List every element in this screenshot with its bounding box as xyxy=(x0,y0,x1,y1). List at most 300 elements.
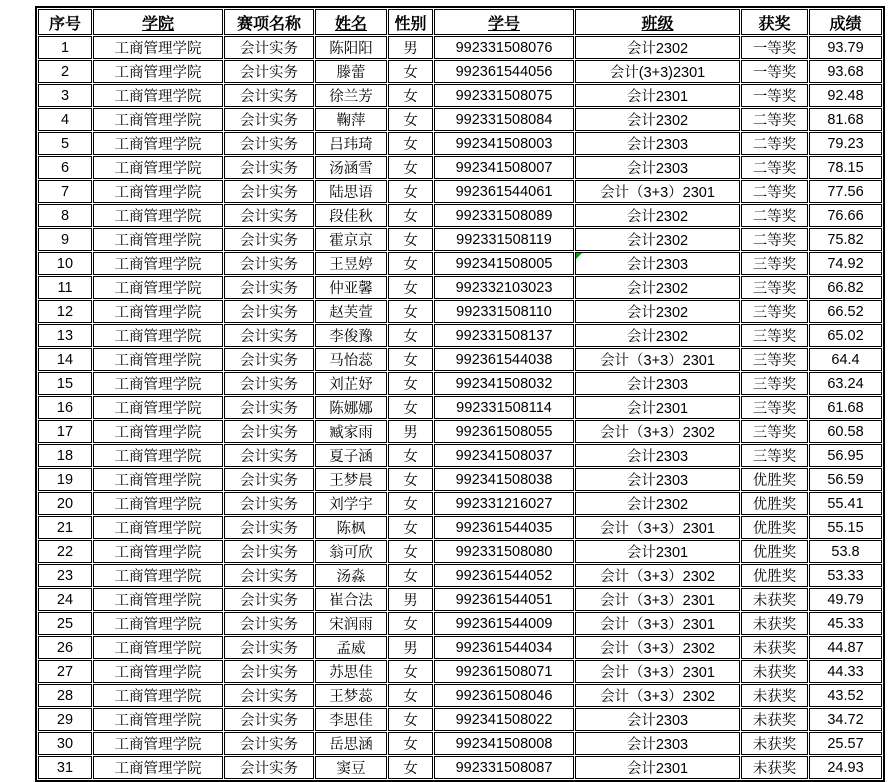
cell-gender[interactable]: 女 xyxy=(388,492,433,515)
cell-college[interactable]: 工商管理学院 xyxy=(93,564,223,587)
cell-score[interactable]: 78.15 xyxy=(809,156,882,179)
cell-name[interactable]: 刘芷妤 xyxy=(315,372,387,395)
cell-college[interactable]: 工商管理学院 xyxy=(93,204,223,227)
cell-name[interactable]: 段佳秋 xyxy=(315,204,387,227)
cell-event[interactable]: 会计实务 xyxy=(224,612,314,635)
cell-award[interactable]: 未获奖 xyxy=(741,684,808,707)
cell-score[interactable]: 76.66 xyxy=(809,204,882,227)
cell-class[interactable]: 会计（3+3）2301 xyxy=(575,588,740,611)
cell-name[interactable]: 苏思佳 xyxy=(315,660,387,683)
cell-index[interactable]: 31 xyxy=(38,756,92,779)
cell-event[interactable]: 会计实务 xyxy=(224,132,314,155)
cell-score[interactable]: 74.92 xyxy=(809,252,882,275)
cell-college[interactable]: 工商管理学院 xyxy=(93,444,223,467)
cell-student-id[interactable]: 992361544051 xyxy=(434,588,574,611)
cell-class[interactable]: 会计2302 xyxy=(575,324,740,347)
cell-student-id[interactable]: 992341508005 xyxy=(434,252,574,275)
table-row xyxy=(38,636,882,659)
cell-student-id[interactable]: 992331508076 xyxy=(434,36,574,59)
cell-student-id[interactable]: 992341508032 xyxy=(434,372,574,395)
cell-college[interactable]: 工商管理学院 xyxy=(93,684,223,707)
table-row xyxy=(38,492,882,515)
cell-event[interactable]: 会计实务 xyxy=(224,180,314,203)
cell-class[interactable]: 会计2303 xyxy=(575,156,740,179)
cell-score[interactable]: 66.52 xyxy=(809,300,882,323)
cell-award[interactable]: 未获奖 xyxy=(741,588,808,611)
cell-award[interactable]: 未获奖 xyxy=(741,756,808,779)
cell-award[interactable]: 三等奖 xyxy=(741,348,808,371)
cell-event[interactable]: 会计实务 xyxy=(224,420,314,443)
cell-student-id[interactable]: 992361544034 xyxy=(434,636,574,659)
cell-index[interactable]: 15 xyxy=(38,372,92,395)
cell-event[interactable]: 会计实务 xyxy=(224,204,314,227)
cell-event[interactable]: 会计实务 xyxy=(224,444,314,467)
cell-index[interactable]: 9 xyxy=(38,228,92,251)
cell-college[interactable]: 工商管理学院 xyxy=(93,588,223,611)
cell-college[interactable]: 工商管理学院 xyxy=(93,660,223,683)
cell-award[interactable]: 二等奖 xyxy=(741,156,808,179)
cell-gender[interactable]: 女 xyxy=(388,84,433,107)
cell-gender[interactable]: 女 xyxy=(388,708,433,731)
cell-gender[interactable]: 女 xyxy=(388,444,433,467)
cell-score[interactable]: 53.33 xyxy=(809,564,882,587)
cell-college[interactable]: 工商管理学院 xyxy=(93,708,223,731)
cell-class[interactable]: 会计2301 xyxy=(575,540,740,563)
cell-award[interactable]: 未获奖 xyxy=(741,660,808,683)
cell-college[interactable]: 工商管理学院 xyxy=(93,540,223,563)
cell-student-id[interactable]: 992331508080 xyxy=(434,540,574,563)
cell-index[interactable]: 19 xyxy=(38,468,92,491)
table-row xyxy=(38,396,882,419)
cell-class[interactable]: 会计2301 xyxy=(575,396,740,419)
cell-student-id[interactable]: 992361508055 xyxy=(434,420,574,443)
column-header-index[interactable]: 序号 xyxy=(38,9,92,35)
cell-gender[interactable]: 女 xyxy=(388,108,433,131)
cell-class[interactable]: 会计（3+3）2302 xyxy=(575,420,740,443)
cell-gender[interactable]: 女 xyxy=(388,732,433,755)
cell-index[interactable]: 30 xyxy=(38,732,92,755)
cell-name[interactable]: 孟威 xyxy=(315,636,387,659)
results-table-container xyxy=(35,6,885,782)
cell-class[interactable]: 会计2303 xyxy=(575,372,740,395)
cell-event[interactable]: 会计实务 xyxy=(224,228,314,251)
cell-award[interactable]: 三等奖 xyxy=(741,420,808,443)
cell-college[interactable]: 工商管理学院 xyxy=(93,492,223,515)
cell-college[interactable]: 工商管理学院 xyxy=(93,228,223,251)
cell-award[interactable]: 未获奖 xyxy=(741,612,808,635)
cell-college[interactable]: 工商管理学院 xyxy=(93,132,223,155)
cell-gender[interactable]: 女 xyxy=(388,612,433,635)
cell-event[interactable]: 会计实务 xyxy=(224,492,314,515)
cell-award[interactable]: 一等奖 xyxy=(741,36,808,59)
cell-event[interactable]: 会计实务 xyxy=(224,732,314,755)
cell-student-id[interactable]: 992361508071 xyxy=(434,660,574,683)
cell-score[interactable]: 60.58 xyxy=(809,420,882,443)
cell-award[interactable]: 二等奖 xyxy=(741,132,808,155)
cell-award[interactable]: 优胜奖 xyxy=(741,492,808,515)
cell-name[interactable]: 刘学宇 xyxy=(315,492,387,515)
cell-name[interactable]: 岳思涵 xyxy=(315,732,387,755)
cell-college[interactable]: 工商管理学院 xyxy=(93,348,223,371)
cell-score[interactable]: 43.52 xyxy=(809,684,882,707)
cell-class[interactable]: 会计（3+3）2301 xyxy=(575,516,740,539)
cell-college[interactable]: 工商管理学院 xyxy=(93,372,223,395)
cell-class[interactable]: 会计（3+3）2301 xyxy=(575,660,740,683)
cell-student-id[interactable]: 992331508075 xyxy=(434,84,574,107)
cell-student-id[interactable]: 992341508003 xyxy=(434,132,574,155)
cell-gender[interactable]: 女 xyxy=(388,516,433,539)
cell-student-id[interactable]: 992331508137 xyxy=(434,324,574,347)
cell-college[interactable]: 工商管理学院 xyxy=(93,420,223,443)
cell-event[interactable]: 会计实务 xyxy=(224,684,314,707)
cell-index[interactable]: 16 xyxy=(38,396,92,419)
cell-college[interactable]: 工商管理学院 xyxy=(93,732,223,755)
cell-award[interactable]: 未获奖 xyxy=(741,732,808,755)
cell-name[interactable]: 吕玮琦 xyxy=(315,132,387,155)
cell-award[interactable]: 未获奖 xyxy=(741,708,808,731)
cell-gender[interactable]: 女 xyxy=(388,228,433,251)
cell-student-id[interactable]: 992332103023 xyxy=(434,276,574,299)
cell-award[interactable]: 三等奖 xyxy=(741,300,808,323)
cell-name[interactable]: 夏子涵 xyxy=(315,444,387,467)
cell-award[interactable]: 三等奖 xyxy=(741,276,808,299)
cell-gender[interactable]: 女 xyxy=(388,204,433,227)
cell-college[interactable]: 工商管理学院 xyxy=(93,324,223,347)
cell-award[interactable]: 优胜奖 xyxy=(741,540,808,563)
cell-class[interactable]: 会计（3+3）2302 xyxy=(575,684,740,707)
cell-college[interactable]: 工商管理学院 xyxy=(93,516,223,539)
cell-class[interactable]: 会计2303 xyxy=(575,252,740,275)
cell-class[interactable]: 会计2303 xyxy=(575,732,740,755)
cell-index[interactable]: 29 xyxy=(38,708,92,731)
cell-index[interactable]: 13 xyxy=(38,324,92,347)
cell-index[interactable]: 21 xyxy=(38,516,92,539)
cell-class[interactable]: 会计2302 xyxy=(575,300,740,323)
cell-index[interactable]: 11 xyxy=(38,276,92,299)
cell-index[interactable]: 2 xyxy=(38,60,92,83)
cell-index[interactable]: 10 xyxy=(38,252,92,275)
cell-college[interactable]: 工商管理学院 xyxy=(93,756,223,779)
cell-award[interactable]: 三等奖 xyxy=(741,396,808,419)
cell-award[interactable]: 三等奖 xyxy=(741,372,808,395)
cell-student-id[interactable]: 992341508022 xyxy=(434,708,574,731)
cell-class[interactable]: 会计2302 xyxy=(575,492,740,515)
cell-class[interactable]: 会计2303 xyxy=(575,708,740,731)
cell-class[interactable]: 会计2302 xyxy=(575,228,740,251)
cell-award[interactable]: 二等奖 xyxy=(741,204,808,227)
cell-name[interactable]: 陈娜娜 xyxy=(315,396,387,419)
cell-score[interactable]: 55.15 xyxy=(809,516,882,539)
cell-name[interactable]: 陈阳阳 xyxy=(315,36,387,59)
cell-college[interactable]: 工商管理学院 xyxy=(93,252,223,275)
cell-index[interactable]: 4 xyxy=(38,108,92,131)
cell-award[interactable]: 二等奖 xyxy=(741,228,808,251)
cell-score[interactable]: 92.48 xyxy=(809,84,882,107)
cell-student-id[interactable]: 992361508046 xyxy=(434,684,574,707)
cell-name[interactable]: 王梦晨 xyxy=(315,468,387,491)
cell-name[interactable]: 翁可欣 xyxy=(315,540,387,563)
cell-gender[interactable]: 女 xyxy=(388,156,433,179)
cell-index[interactable]: 3 xyxy=(38,84,92,107)
cell-index[interactable]: 6 xyxy=(38,156,92,179)
cell-college[interactable]: 工商管理学院 xyxy=(93,84,223,107)
cell-student-id[interactable]: 992331508089 xyxy=(434,204,574,227)
cell-name[interactable]: 陈枫 xyxy=(315,516,387,539)
cell-index[interactable]: 28 xyxy=(38,684,92,707)
cell-name[interactable]: 臧家雨 xyxy=(315,420,387,443)
cell-name[interactable]: 李俊豫 xyxy=(315,324,387,347)
cell-event[interactable]: 会计实务 xyxy=(224,36,314,59)
cell-event[interactable]: 会计实务 xyxy=(224,276,314,299)
cell-gender[interactable]: 女 xyxy=(388,252,433,275)
cell-score[interactable]: 44.33 xyxy=(809,660,882,683)
cell-index[interactable]: 27 xyxy=(38,660,92,683)
cell-gender[interactable]: 女 xyxy=(388,756,433,779)
cell-event[interactable]: 会计实务 xyxy=(224,300,314,323)
cell-score[interactable]: 56.95 xyxy=(809,444,882,467)
cell-student-id[interactable]: 992331508110 xyxy=(434,300,574,323)
cell-class[interactable]: 会计2302 xyxy=(575,276,740,299)
cell-name[interactable]: 宋润雨 xyxy=(315,612,387,635)
cell-name[interactable]: 霍京京 xyxy=(315,228,387,251)
cell-name[interactable]: 马怡蕊 xyxy=(315,348,387,371)
cell-award[interactable]: 三等奖 xyxy=(741,444,808,467)
cell-score[interactable]: 56.59 xyxy=(809,468,882,491)
table-row xyxy=(38,84,882,107)
cell-class[interactable]: 会计2302 xyxy=(575,108,740,131)
cell-index[interactable]: 12 xyxy=(38,300,92,323)
cell-class[interactable]: 会计2302 xyxy=(575,36,740,59)
cell-event[interactable]: 会计实务 xyxy=(224,324,314,347)
cell-college[interactable]: 工商管理学院 xyxy=(93,180,223,203)
cell-event[interactable]: 会计实务 xyxy=(224,108,314,131)
cell-event[interactable]: 会计实务 xyxy=(224,84,314,107)
cell-name[interactable]: 王梦蕊 xyxy=(315,684,387,707)
cell-class[interactable]: 会计（3+3）2301 xyxy=(575,612,740,635)
cell-award[interactable]: 二等奖 xyxy=(741,108,808,131)
cell-name[interactable]: 汤淼 xyxy=(315,564,387,587)
cell-college[interactable]: 工商管理学院 xyxy=(93,468,223,491)
cell-award[interactable]: 优胜奖 xyxy=(741,468,808,491)
cell-score[interactable]: 55.41 xyxy=(809,492,882,515)
cell-name[interactable]: 鞠萍 xyxy=(315,108,387,131)
table-row xyxy=(38,444,882,467)
cell-score[interactable]: 24.93 xyxy=(809,756,882,779)
cell-name[interactable]: 崔合法 xyxy=(315,588,387,611)
cell-student-id[interactable]: 992341508007 xyxy=(434,156,574,179)
cell-class[interactable]: 会计（3+3）2302 xyxy=(575,636,740,659)
cell-index[interactable]: 24 xyxy=(38,588,92,611)
cell-name[interactable]: 仲亚馨 xyxy=(315,276,387,299)
cell-score[interactable]: 49.79 xyxy=(809,588,882,611)
cell-score[interactable]: 61.68 xyxy=(809,396,882,419)
cell-score[interactable]: 93.68 xyxy=(809,60,882,83)
cell-award[interactable]: 未获奖 xyxy=(741,636,808,659)
table-row xyxy=(38,612,882,635)
cell-event[interactable]: 会计实务 xyxy=(224,468,314,491)
cell-student-id[interactable]: 992331508084 xyxy=(434,108,574,131)
column-header-name[interactable]: 姓名 xyxy=(315,9,387,35)
cell-score[interactable]: 63.24 xyxy=(809,372,882,395)
column-header-score[interactable]: 成绩 xyxy=(809,9,882,35)
cell-student-id[interactable]: 992361544056 xyxy=(434,60,574,83)
cell-student-id[interactable]: 992341508037 xyxy=(434,444,574,467)
cell-award[interactable]: 优胜奖 xyxy=(741,516,808,539)
cell-college[interactable]: 工商管理学院 xyxy=(93,396,223,419)
cell-index[interactable]: 18 xyxy=(38,444,92,467)
cell-award[interactable]: 一等奖 xyxy=(741,60,808,83)
cell-index[interactable]: 26 xyxy=(38,636,92,659)
cell-event[interactable]: 会计实务 xyxy=(224,396,314,419)
cell-score[interactable]: 79.23 xyxy=(809,132,882,155)
cell-index[interactable]: 5 xyxy=(38,132,92,155)
cell-score[interactable]: 64.4 xyxy=(809,348,882,371)
cell-student-id[interactable]: 992331216027 xyxy=(434,492,574,515)
cell-gender[interactable]: 女 xyxy=(388,468,433,491)
cell-award[interactable]: 一等奖 xyxy=(741,84,808,107)
cell-student-id[interactable]: 992361544038 xyxy=(434,348,574,371)
cell-award[interactable]: 优胜奖 xyxy=(741,564,808,587)
cell-student-id[interactable]: 992331508114 xyxy=(434,396,574,419)
cell-gender[interactable]: 女 xyxy=(388,396,433,419)
cell-name[interactable]: 赵芙萱 xyxy=(315,300,387,323)
cell-college[interactable]: 工商管理学院 xyxy=(93,612,223,635)
cell-event[interactable]: 会计实务 xyxy=(224,660,314,683)
cell-gender[interactable]: 女 xyxy=(388,684,433,707)
cell-college[interactable]: 工商管理学院 xyxy=(93,636,223,659)
cell-class[interactable]: 会计(3+3)2301 xyxy=(575,60,740,83)
cell-event[interactable]: 会计实务 xyxy=(224,348,314,371)
cell-gender[interactable]: 女 xyxy=(388,180,433,203)
cell-score[interactable]: 66.82 xyxy=(809,276,882,299)
cell-name[interactable]: 徐兰芳 xyxy=(315,84,387,107)
cell-score[interactable]: 45.33 xyxy=(809,612,882,635)
cell-gender[interactable]: 女 xyxy=(388,564,433,587)
cell-event[interactable]: 会计实务 xyxy=(224,516,314,539)
cell-event[interactable]: 会计实务 xyxy=(224,252,314,275)
column-header-gender[interactable]: 性别 xyxy=(388,9,433,35)
cell-score[interactable]: 65.02 xyxy=(809,324,882,347)
cell-event[interactable]: 会计实务 xyxy=(224,708,314,731)
cell-score[interactable]: 25.57 xyxy=(809,732,882,755)
cell-score[interactable]: 44.87 xyxy=(809,636,882,659)
cell-score[interactable]: 93.79 xyxy=(809,36,882,59)
cell-gender[interactable]: 女 xyxy=(388,300,433,323)
cell-award[interactable]: 二等奖 xyxy=(741,180,808,203)
cell-event[interactable]: 会计实务 xyxy=(224,156,314,179)
cell-index[interactable]: 20 xyxy=(38,492,92,515)
cell-college[interactable]: 工商管理学院 xyxy=(93,300,223,323)
column-header-college[interactable]: 学院 xyxy=(93,9,223,35)
cell-gender[interactable]: 女 xyxy=(388,348,433,371)
cell-college[interactable]: 工商管理学院 xyxy=(93,60,223,83)
cell-gender[interactable]: 女 xyxy=(388,60,433,83)
cell-gender[interactable]: 女 xyxy=(388,132,433,155)
cell-score[interactable]: 75.82 xyxy=(809,228,882,251)
cell-index[interactable]: 25 xyxy=(38,612,92,635)
cell-class[interactable]: 会计2301 xyxy=(575,84,740,107)
cell-student-id[interactable]: 992361544061 xyxy=(434,180,574,203)
cell-index[interactable]: 17 xyxy=(38,420,92,443)
cell-student-id[interactable]: 992331508119 xyxy=(434,228,574,251)
cell-student-id[interactable]: 992361544035 xyxy=(434,516,574,539)
cell-event[interactable]: 会计实务 xyxy=(224,588,314,611)
table-row xyxy=(38,684,882,707)
cell-event[interactable]: 会计实务 xyxy=(224,756,314,779)
cell-score[interactable]: 77.56 xyxy=(809,180,882,203)
table-row xyxy=(38,588,882,611)
cell-gender[interactable]: 男 xyxy=(388,588,433,611)
cell-class[interactable]: 会计2303 xyxy=(575,444,740,467)
cell-name[interactable]: 窦豆 xyxy=(315,756,387,779)
column-header-award[interactable]: 获奖 xyxy=(741,9,808,35)
column-header-class[interactable]: 班级 xyxy=(575,9,740,35)
cell-class[interactable]: 会计（3+3）2302 xyxy=(575,564,740,587)
cell-gender[interactable]: 女 xyxy=(388,324,433,347)
cell-index[interactable]: 23 xyxy=(38,564,92,587)
cell-index[interactable]: 8 xyxy=(38,204,92,227)
cell-gender[interactable]: 女 xyxy=(388,372,433,395)
cell-student-id[interactable]: 992341508008 xyxy=(434,732,574,755)
cell-student-id[interactable]: 992361544009 xyxy=(434,612,574,635)
cell-name[interactable]: 滕蕾 xyxy=(315,60,387,83)
cell-class[interactable]: 会计（3+3）2301 xyxy=(575,348,740,371)
cell-score[interactable]: 81.68 xyxy=(809,108,882,131)
cell-class[interactable]: 会计2302 xyxy=(575,204,740,227)
cell-event[interactable]: 会计实务 xyxy=(224,372,314,395)
cell-name[interactable]: 汤涵雪 xyxy=(315,156,387,179)
cell-event[interactable]: 会计实务 xyxy=(224,636,314,659)
cell-student-id[interactable]: 992361544052 xyxy=(434,564,574,587)
cell-index[interactable]: 22 xyxy=(38,540,92,563)
cell-name[interactable]: 陆思语 xyxy=(315,180,387,203)
cell-gender[interactable]: 女 xyxy=(388,660,433,683)
cell-event[interactable]: 会计实务 xyxy=(224,564,314,587)
cell-class[interactable]: 会计2303 xyxy=(575,468,740,491)
cell-class[interactable]: 会计2301 xyxy=(575,756,740,779)
cell-index[interactable]: 14 xyxy=(38,348,92,371)
table-row xyxy=(38,372,882,395)
cell-college[interactable]: 工商管理学院 xyxy=(93,276,223,299)
cell-class[interactable]: 会计（3+3）2301 xyxy=(575,180,740,203)
competition-results-table xyxy=(37,8,883,780)
cell-score[interactable]: 53.8 xyxy=(809,540,882,563)
cell-index[interactable]: 1 xyxy=(38,36,92,59)
cell-gender[interactable]: 男 xyxy=(388,36,433,59)
cell-event[interactable]: 会计实务 xyxy=(224,60,314,83)
column-header-event[interactable]: 赛项名称 xyxy=(224,9,314,35)
cell-name[interactable]: 王昱婷 xyxy=(315,252,387,275)
column-header-id[interactable]: 学号 xyxy=(434,9,574,35)
cell-college[interactable]: 工商管理学院 xyxy=(93,36,223,59)
cell-index[interactable]: 7 xyxy=(38,180,92,203)
cell-gender[interactable]: 女 xyxy=(388,540,433,563)
cell-gender[interactable]: 男 xyxy=(388,636,433,659)
cell-gender[interactable]: 男 xyxy=(388,420,433,443)
cell-student-id[interactable]: 992341508038 xyxy=(434,468,574,491)
table-row xyxy=(38,300,882,323)
cell-event[interactable]: 会计实务 xyxy=(224,540,314,563)
cell-name[interactable]: 李思佳 xyxy=(315,708,387,731)
cell-award[interactable]: 三等奖 xyxy=(741,252,808,275)
cell-student-id[interactable]: 992331508087 xyxy=(434,756,574,779)
cell-class[interactable]: 会计2303 xyxy=(575,132,740,155)
cell-award[interactable]: 三等奖 xyxy=(741,324,808,347)
cell-college[interactable]: 工商管理学院 xyxy=(93,108,223,131)
cell-score[interactable]: 34.72 xyxy=(809,708,882,731)
cell-gender[interactable]: 女 xyxy=(388,276,433,299)
cell-college[interactable]: 工商管理学院 xyxy=(93,156,223,179)
